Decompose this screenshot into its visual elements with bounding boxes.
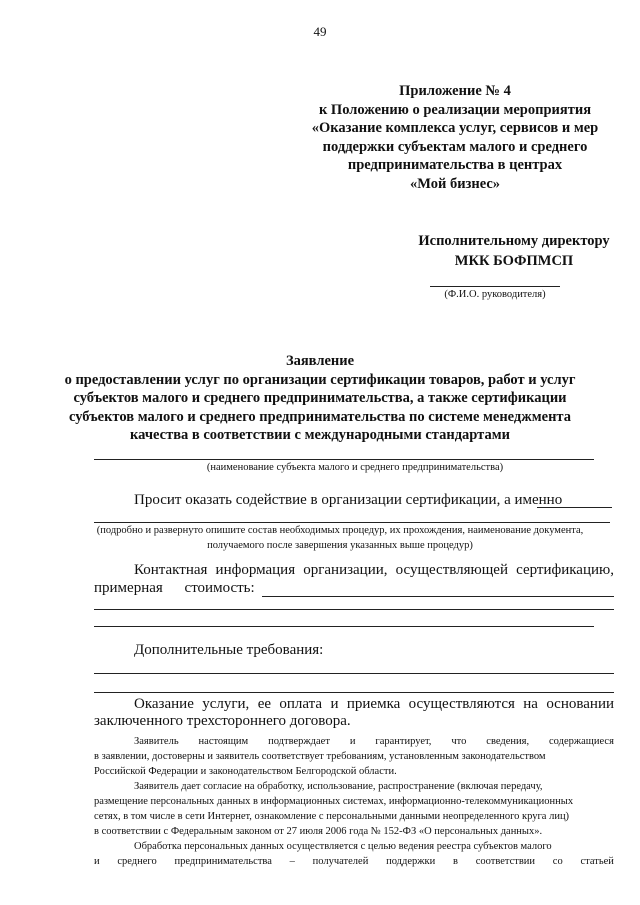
p3-word: соответствии — [475, 856, 536, 867]
service-line-1 — [134, 696, 614, 713]
statement-line: субъектов малого и среднего предпринимательства, а также сертификации — [73, 390, 567, 406]
p1-word: подтверждает — [268, 736, 330, 747]
contact-fill-line — [262, 596, 614, 597]
addressee-org: МКК БОФПМСП — [454, 253, 574, 269]
contact-word: организации, — [303, 562, 388, 578]
contact-word: информация — [215, 562, 296, 578]
p3-word: среднего — [117, 856, 157, 867]
p1-word: и — [349, 736, 356, 747]
p2-line-1: Заявитель дает согласие на обработку, использование, распространение (включая передачу, — [134, 781, 543, 792]
p1-word: настоящим — [198, 736, 249, 747]
page-number: 49 — [313, 24, 327, 39]
p3-word: со — [552, 856, 563, 867]
p3-word: статьей — [580, 856, 614, 867]
addressee-block — [398, 231, 630, 271]
statement-line: субъектов малого и среднего предпринимательства по системе менеджмента — [69, 408, 571, 425]
appendix-line: к Положению о реализации мероприятия — [318, 101, 592, 118]
p3-word: получателей — [312, 856, 369, 867]
p1-word: что — [451, 736, 467, 747]
request-text: Просит оказать содействие в организации сертификации, а именно — [134, 492, 563, 508]
contact-blank-line — [94, 626, 594, 627]
additional-blank-line — [94, 673, 614, 674]
p3-line-1: Обработка персональных данных осуществляется с целью ведения реестра субъектов малого — [134, 841, 552, 852]
p2-line-4: в соответствии с Федеральным законом от 27 июля 2006 года № 152-ФЗ «О персональных данных». — [94, 826, 543, 837]
procedures-caption-line: (подробно и развернуто опишите состав необходимых процедур, их прохождения, наименование документа, — [96, 525, 584, 536]
statement-line: качества в соответствии с международными стандартами — [130, 427, 510, 443]
p2-line-3: сетях, в том числе в сети Интернет, ознакомление с персональными данными неопределенного круга лиц) — [94, 811, 570, 822]
contact-word: Контактная — [134, 562, 208, 578]
contact-blank-line — [94, 609, 614, 610]
p3-word: предпринимательства — [174, 856, 272, 867]
service-word: на — [523, 696, 538, 712]
p3-line-2 — [94, 854, 614, 869]
appendix-header — [290, 82, 620, 193]
appendix-line: «Мой бизнес» — [409, 175, 501, 192]
additional-blank-line — [94, 692, 614, 693]
statement-title: Заявление — [285, 353, 355, 369]
entity-name-line — [94, 459, 594, 460]
contact-word: примерная — [94, 580, 163, 596]
contact-word: стоимость: — [184, 580, 255, 596]
entity-caption: (наименование субъекта малого и среднего предпринимательства) — [206, 462, 504, 473]
contact-word: осуществляющей — [395, 562, 508, 578]
service-word: ее — [257, 696, 272, 712]
p3-word: – — [289, 856, 295, 867]
service-word: Оказание — [134, 696, 194, 712]
procedures-caption — [60, 523, 620, 553]
p1-word: Заявитель — [134, 736, 179, 747]
additional-requirements-label: Дополнительные требования: — [134, 642, 324, 658]
service-word: оплата — [279, 696, 323, 712]
service-line-2: заключенного трехстороннего договора. — [94, 713, 351, 729]
p3-word: в — [452, 856, 458, 867]
p2-line-2: размещение персональных данных в информационных системах, информационно-телекоммуникационных — [94, 796, 574, 807]
statement-line: о предоставлении услуг по организации сертификации товаров, работ и услуг — [64, 371, 576, 388]
service-word: и — [330, 696, 339, 712]
director-name-caption: (Ф.И.О. руководителя) — [444, 289, 546, 300]
contact-word: сертификацию, — [516, 562, 614, 578]
contact-line-1 — [134, 562, 614, 579]
p1-line-1 — [134, 734, 614, 749]
request-fill-line — [537, 507, 612, 508]
appendix-line: поддержки субъектам малого и среднего — [322, 138, 588, 155]
director-name-line — [430, 286, 560, 287]
p3-word: поддержки — [386, 856, 436, 867]
service-word: услуги, — [202, 696, 250, 712]
p3-word: и — [94, 856, 100, 867]
addressee-position: Исполнительному директору — [418, 233, 610, 249]
service-word: приемка — [346, 696, 401, 712]
p1-line-2: в заявлении, достоверны и заявитель соответствует требованиям, установленным законодательством — [94, 751, 546, 762]
procedures-caption-line: получаемого после завершения указанных выше процедур) — [207, 540, 473, 551]
service-word: основании — [546, 696, 614, 712]
p1-line-3: Российской Федерации и законодательством Белгородской области. — [94, 766, 397, 777]
contact-line-2 — [94, 580, 255, 597]
appendix-line: предпринимательства в центрах — [347, 157, 563, 173]
service-word: осуществляются — [408, 696, 515, 712]
p1-word: сведения, — [486, 736, 530, 747]
appendix-title: Приложение № 4 — [399, 83, 511, 99]
appendix-line: «Оказание комплекса услуг, сервисов и мер — [311, 120, 599, 136]
p1-word: содержащиеся — [549, 736, 614, 747]
p1-word: гарантирует, — [375, 736, 432, 747]
statement-heading — [40, 352, 600, 445]
